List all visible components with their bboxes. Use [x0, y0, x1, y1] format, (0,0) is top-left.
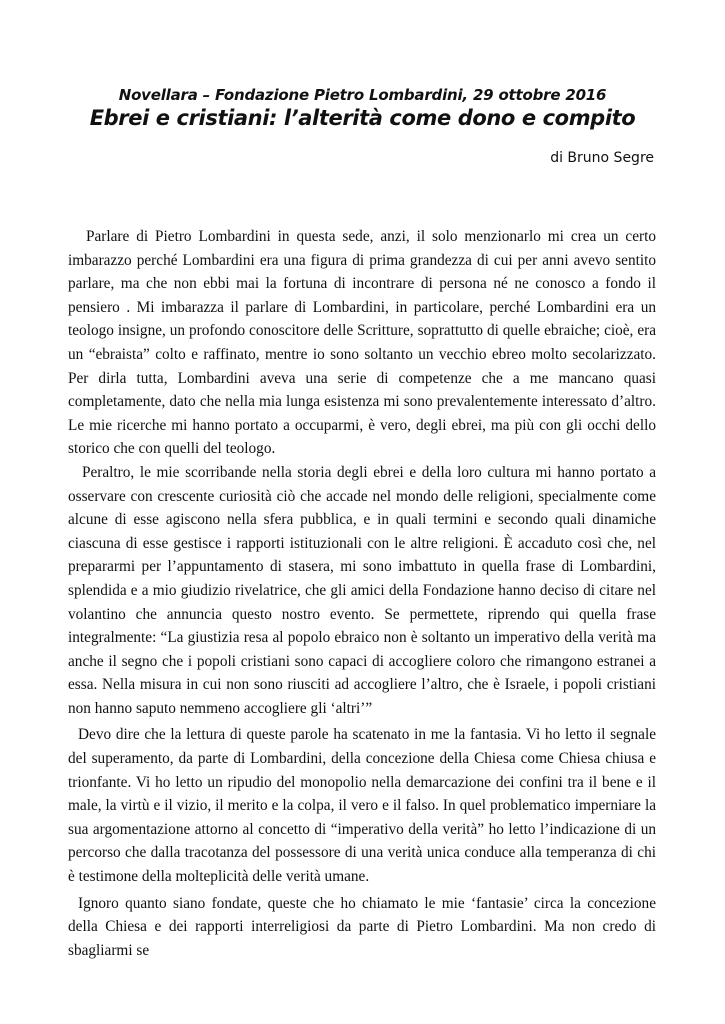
paragraph-2: Peraltro, le mie scorribande nella storia degli ebrei e della loro cultura mi hanno portato a osservare con crescente curiosità ciò che accade nel mondo delle religioni, specialmente come alcune di esse agiscono nella sfera pubblica, e in quali termini e secondo quali dinamiche ciascuna di esse gestisce i rapporti istituzionali con le altre religioni. È accaduto così che, nel prepararmi per l’appuntamento di stasera, mi sono imbattuto in quella frase di Lombardini, splendida e a mio giudizio rivelatrice, che gli amici della Fondazione hanno deciso di citare nel volantino che annuncia questo nostro evento. Se permettete, riprendo qui quella frase integralmente: “La giustizia resa al popolo ebraico non è soltanto un imperativo della verità ma anche il segno che i popoli cristiani sono capaci di accogliere coloro che rimangono estranei a essa. Nella misura in cui non sono riusciti ad accogliere l’altro, che è Israele, i popoli cristiani non hanno saputo nemmeno accogliere gli ‘altri’” — [68, 463, 656, 717]
author-byline: di Bruno Segre — [550, 150, 654, 166]
document-title: Ebrei e cristiani: l’alterità come dono e compito — [89, 106, 636, 130]
paragraph-1: Parlare di Pietro Lombardini in questa sede, anzi, il solo menzionarlo mi crea un certo imbarazzo perché Lombardini era una figura di prima grandezza di cui per anni avevo sentito parlare, ma che non ebbi mai la fortuna di incontrare di persona né ne conosco a fondo il pensiero . Mi imbarazza il parlare di Lombardini, in particolare, perché Lombardini era un teologo insigne, un profondo conoscitore delle Scritture, soprattutto di quelle ebraiche; cioè, era un “ebraista” colto e raffinato, mentre io sono soltanto un vecchio ebreo molto secolarizzato. Per dirla tutta, Lombardini aveva una serie di competenze che a me mancano quasi completamente, dato che nella mia lunga esistenza mi sono prevalentemente interessato d’altro. Le mie ricerche mi hanno portato a occuparmi, è vero, degli ebrei, ma più con gli occhi dello storico che con quelli del teologo. — [68, 228, 656, 458]
event-header: Novellara – Fondazione Pietro Lombardini, 29 ottobre 2016 — [118, 86, 607, 104]
paragraph-4: Ignoro quanto siano fondate, queste che ho chiamato le mie ‘fantasie’ circa la concezione della Chiesa e dei rapporti interreligiosi da parte di Pietro Lombardini. Ma non credo di sbagliarmi se — [68, 894, 656, 959]
body-text — [68, 225, 656, 962]
paragraph-3: Devo dire che la lettura di queste parole ha scatenato in me la fantasia. Vi ho letto il segnale del superamento, da parte di Lombardini, della concezione della Chiesa come Chiesa chiusa e trionfante. Vi ho letto un ripudio del monopolio nella demarcazione dei confini tra il bene e il male, la virtù e il vizio, il merito e la colpa, il vero e il falso. In quel problematico imperniare la sua argomentazione attorno al concetto di “imperativo della verità” ho letto l’indicazione di un percorso che dalla tracotanza del possessore di una verità unica conduce alla temperanza di chi è testimone della molteplicità delle verità umane. — [68, 726, 656, 886]
